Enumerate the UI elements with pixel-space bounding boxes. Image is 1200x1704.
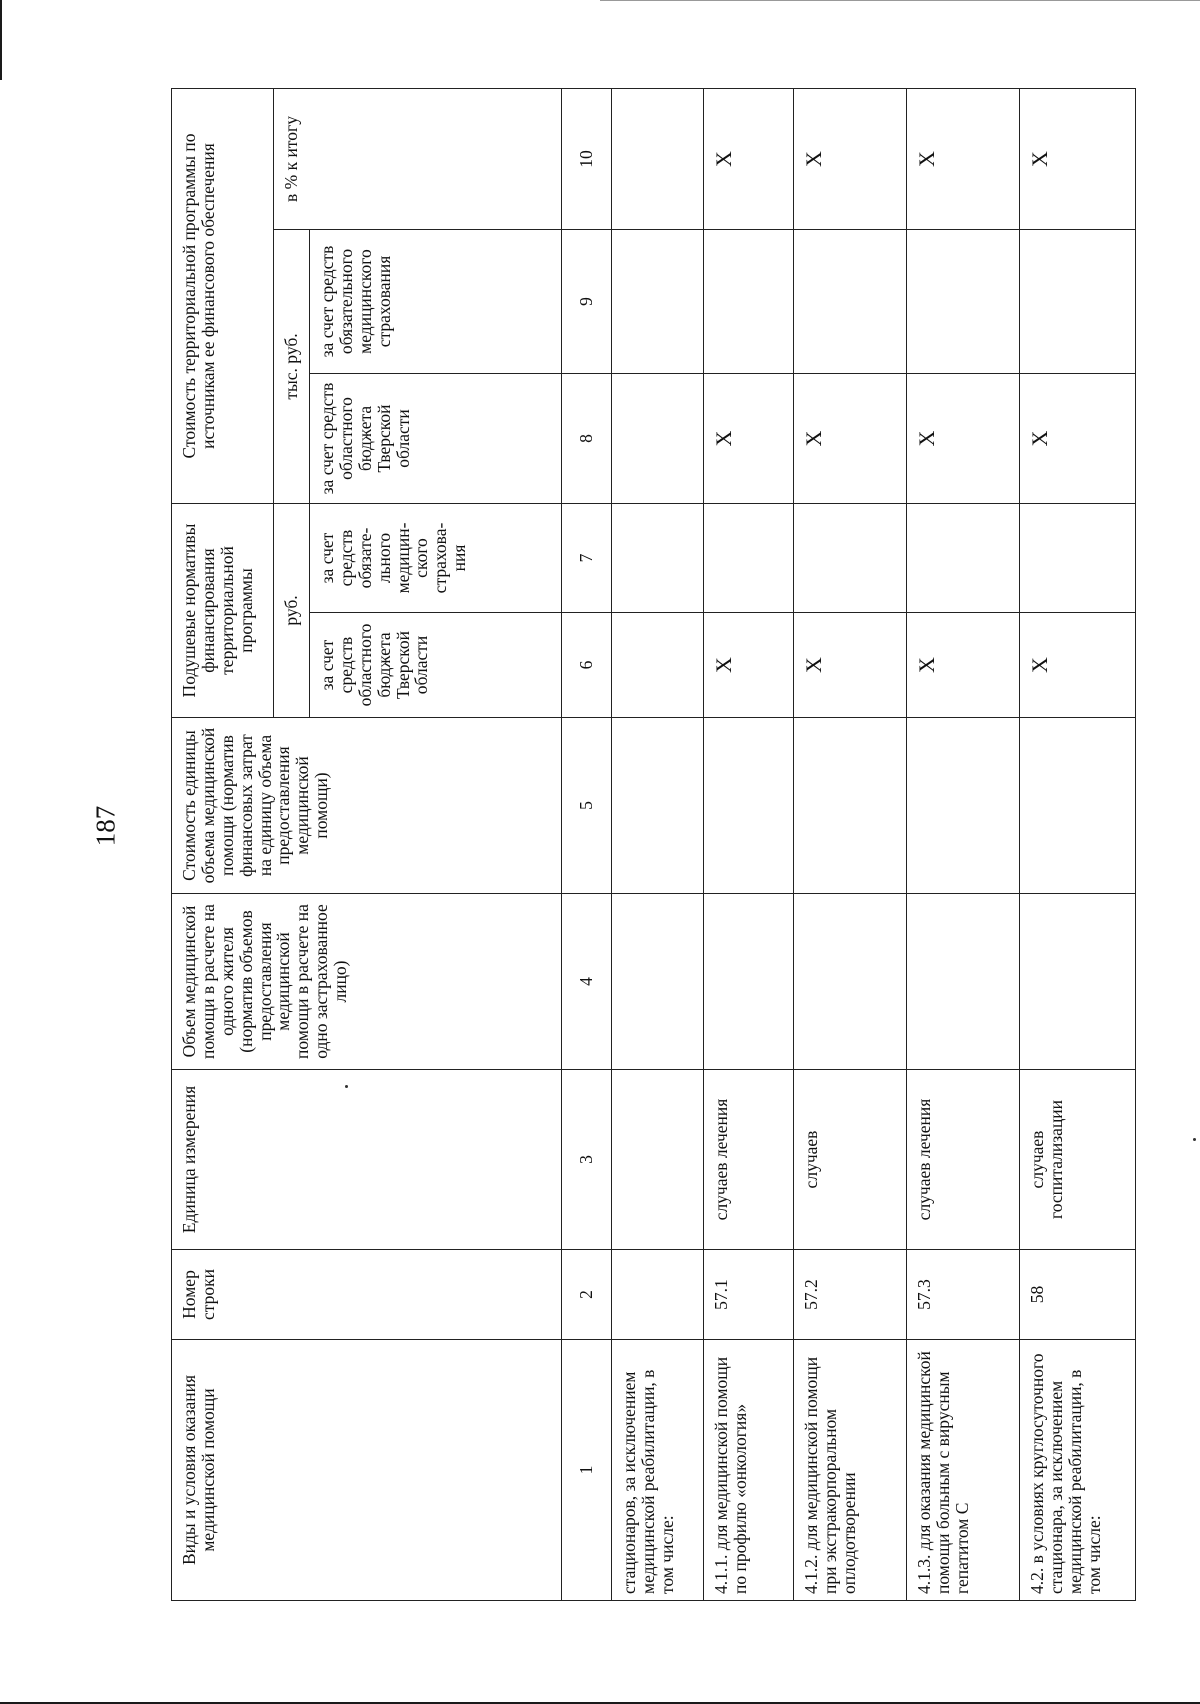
header-line-number: Номер строки [172,1250,562,1340]
row-per-capita-oms [1020,504,1136,613]
row-volume [612,894,704,1070]
header-per-capita-group: Подушевые нормативы финансирования территориальной программы [172,504,274,718]
row-line-number: 58 [1020,1250,1136,1340]
header-kinds: Виды и условия оказания медицинской помощи [172,1340,562,1601]
row-volume [794,894,907,1070]
row-unit: случаев лечения [907,1070,1020,1250]
row-per-capita-regional: X [1020,613,1136,718]
row-per-capita-oms [612,504,704,613]
row-cost-oms [1020,230,1136,374]
header-program-cost-group: Стоимость территориальной программы по источникам ее финансового обеспечения [172,88,274,503]
row-per-capita-regional: X [704,613,794,718]
row-percent-total: X [794,88,907,229]
column-number: 3 [562,1070,612,1250]
row-cost-regional: X [704,374,794,504]
row-per-capita-oms [907,504,1020,613]
row-per-capita-oms [794,504,907,613]
row-cost-regional: X [794,374,907,504]
row-volume [907,894,1020,1070]
row-unit [612,1070,704,1250]
row-volume [704,894,794,1070]
row-percent-total [612,88,704,229]
row-line-number: 57.3 [907,1250,1020,1340]
row-line-number: 57.2 [794,1250,907,1340]
column-number: 9 [562,230,612,374]
row-unit-cost [907,718,1020,894]
row-per-capita-regional: X [907,613,1020,718]
table-row [1020,88,1136,1600]
row-percent-total: X [1020,88,1136,229]
row-cost-oms [794,230,907,374]
row-unit-cost [1020,718,1136,894]
column-number: 8 [562,374,612,504]
header-row-1 [172,88,274,1600]
header-oms-rub: за счет средств обязате-льного медицин-ского страхова-ния [310,504,562,613]
row-name: 4.1.1. для медицинской помощи по профилю «онкология» [704,1340,794,1601]
header-unit-cost: Стоимость единицы объема медицинской помощи (норматив финансовых затрат на единицу объема предоставления медицинской помощи) [172,718,562,894]
row-cost-oms [704,230,794,374]
row-cost-oms [612,230,704,374]
column-number: 2 [562,1250,612,1340]
row-percent-total: X [704,88,794,229]
row-name: 4.1.3. для оказания медицинской помощи больным с вирусным гепатитом С [907,1340,1020,1601]
column-number: 10 [562,88,612,229]
scan-edge-mark-left [0,0,2,80]
header-thousand-rub: тыс. руб. [274,230,310,504]
financing-table [171,88,1136,1601]
row-cost-oms [907,230,1020,374]
row-name: 4.2. в условиях круглосуточного стационара, за исключением медицинской реабилитации, в том числе: [1020,1340,1136,1601]
row-cost-regional: X [907,374,1020,504]
table-row [907,88,1020,1600]
column-number: 6 [562,613,612,718]
row-unit-cost [794,718,907,894]
row-unit-cost [612,718,704,894]
column-number: 4 [562,894,612,1070]
row-name: 4.1.2. для медицинской помощи при экстракорпоральном оплодотворении [794,1340,907,1601]
page-number: 187 [90,805,121,847]
row-unit: случаев [794,1070,907,1250]
header-unit: Единица измерения [172,1070,562,1250]
table-row [704,88,794,1600]
header-percent-total: в % к итогу [274,88,562,229]
row-per-capita-regional [612,613,704,718]
header-regional-budget-thousand: за счет средств областного бюджета Тверской области [310,374,562,504]
financing-table-rotated [171,89,1123,1601]
column-number: 5 [562,718,612,894]
column-number: 1 [562,1340,612,1601]
row-per-capita-regional: X [794,613,907,718]
row-line-number [612,1250,704,1340]
row-volume [1020,894,1136,1070]
row-unit-cost [704,718,794,894]
scan-dot [1193,1138,1196,1141]
table-row [794,88,907,1600]
row-name: стационаров, за исключением медицинской реабилитации, в том числе: [612,1340,704,1601]
row-line-number: 57.1 [704,1250,794,1340]
row-unit: случаев лечения [704,1070,794,1250]
header-rub: руб. [274,504,310,718]
header-regional-budget-rub: за счет средств областного бюджета Тверской области [310,613,562,718]
column-number: 7 [562,504,612,613]
header-oms-thousand: за счет средств обязательного медицинского страхования [310,230,562,374]
row-percent-total: X [907,88,1020,229]
row-cost-regional [612,374,704,504]
row-per-capita-oms [704,504,794,613]
row-unit: случаев госпитализации [1020,1070,1136,1250]
scan-edge-mark-top [600,0,1200,1]
header-volume: Объем медицинской помощи в расчете на одного жителя (норматив объемов предоставления медицинской помощи в расчете на одно застрахованное лицо) [172,894,562,1070]
row-cost-regional: X [1020,374,1136,504]
column-number-row [562,88,612,1600]
table-row [612,88,704,1600]
